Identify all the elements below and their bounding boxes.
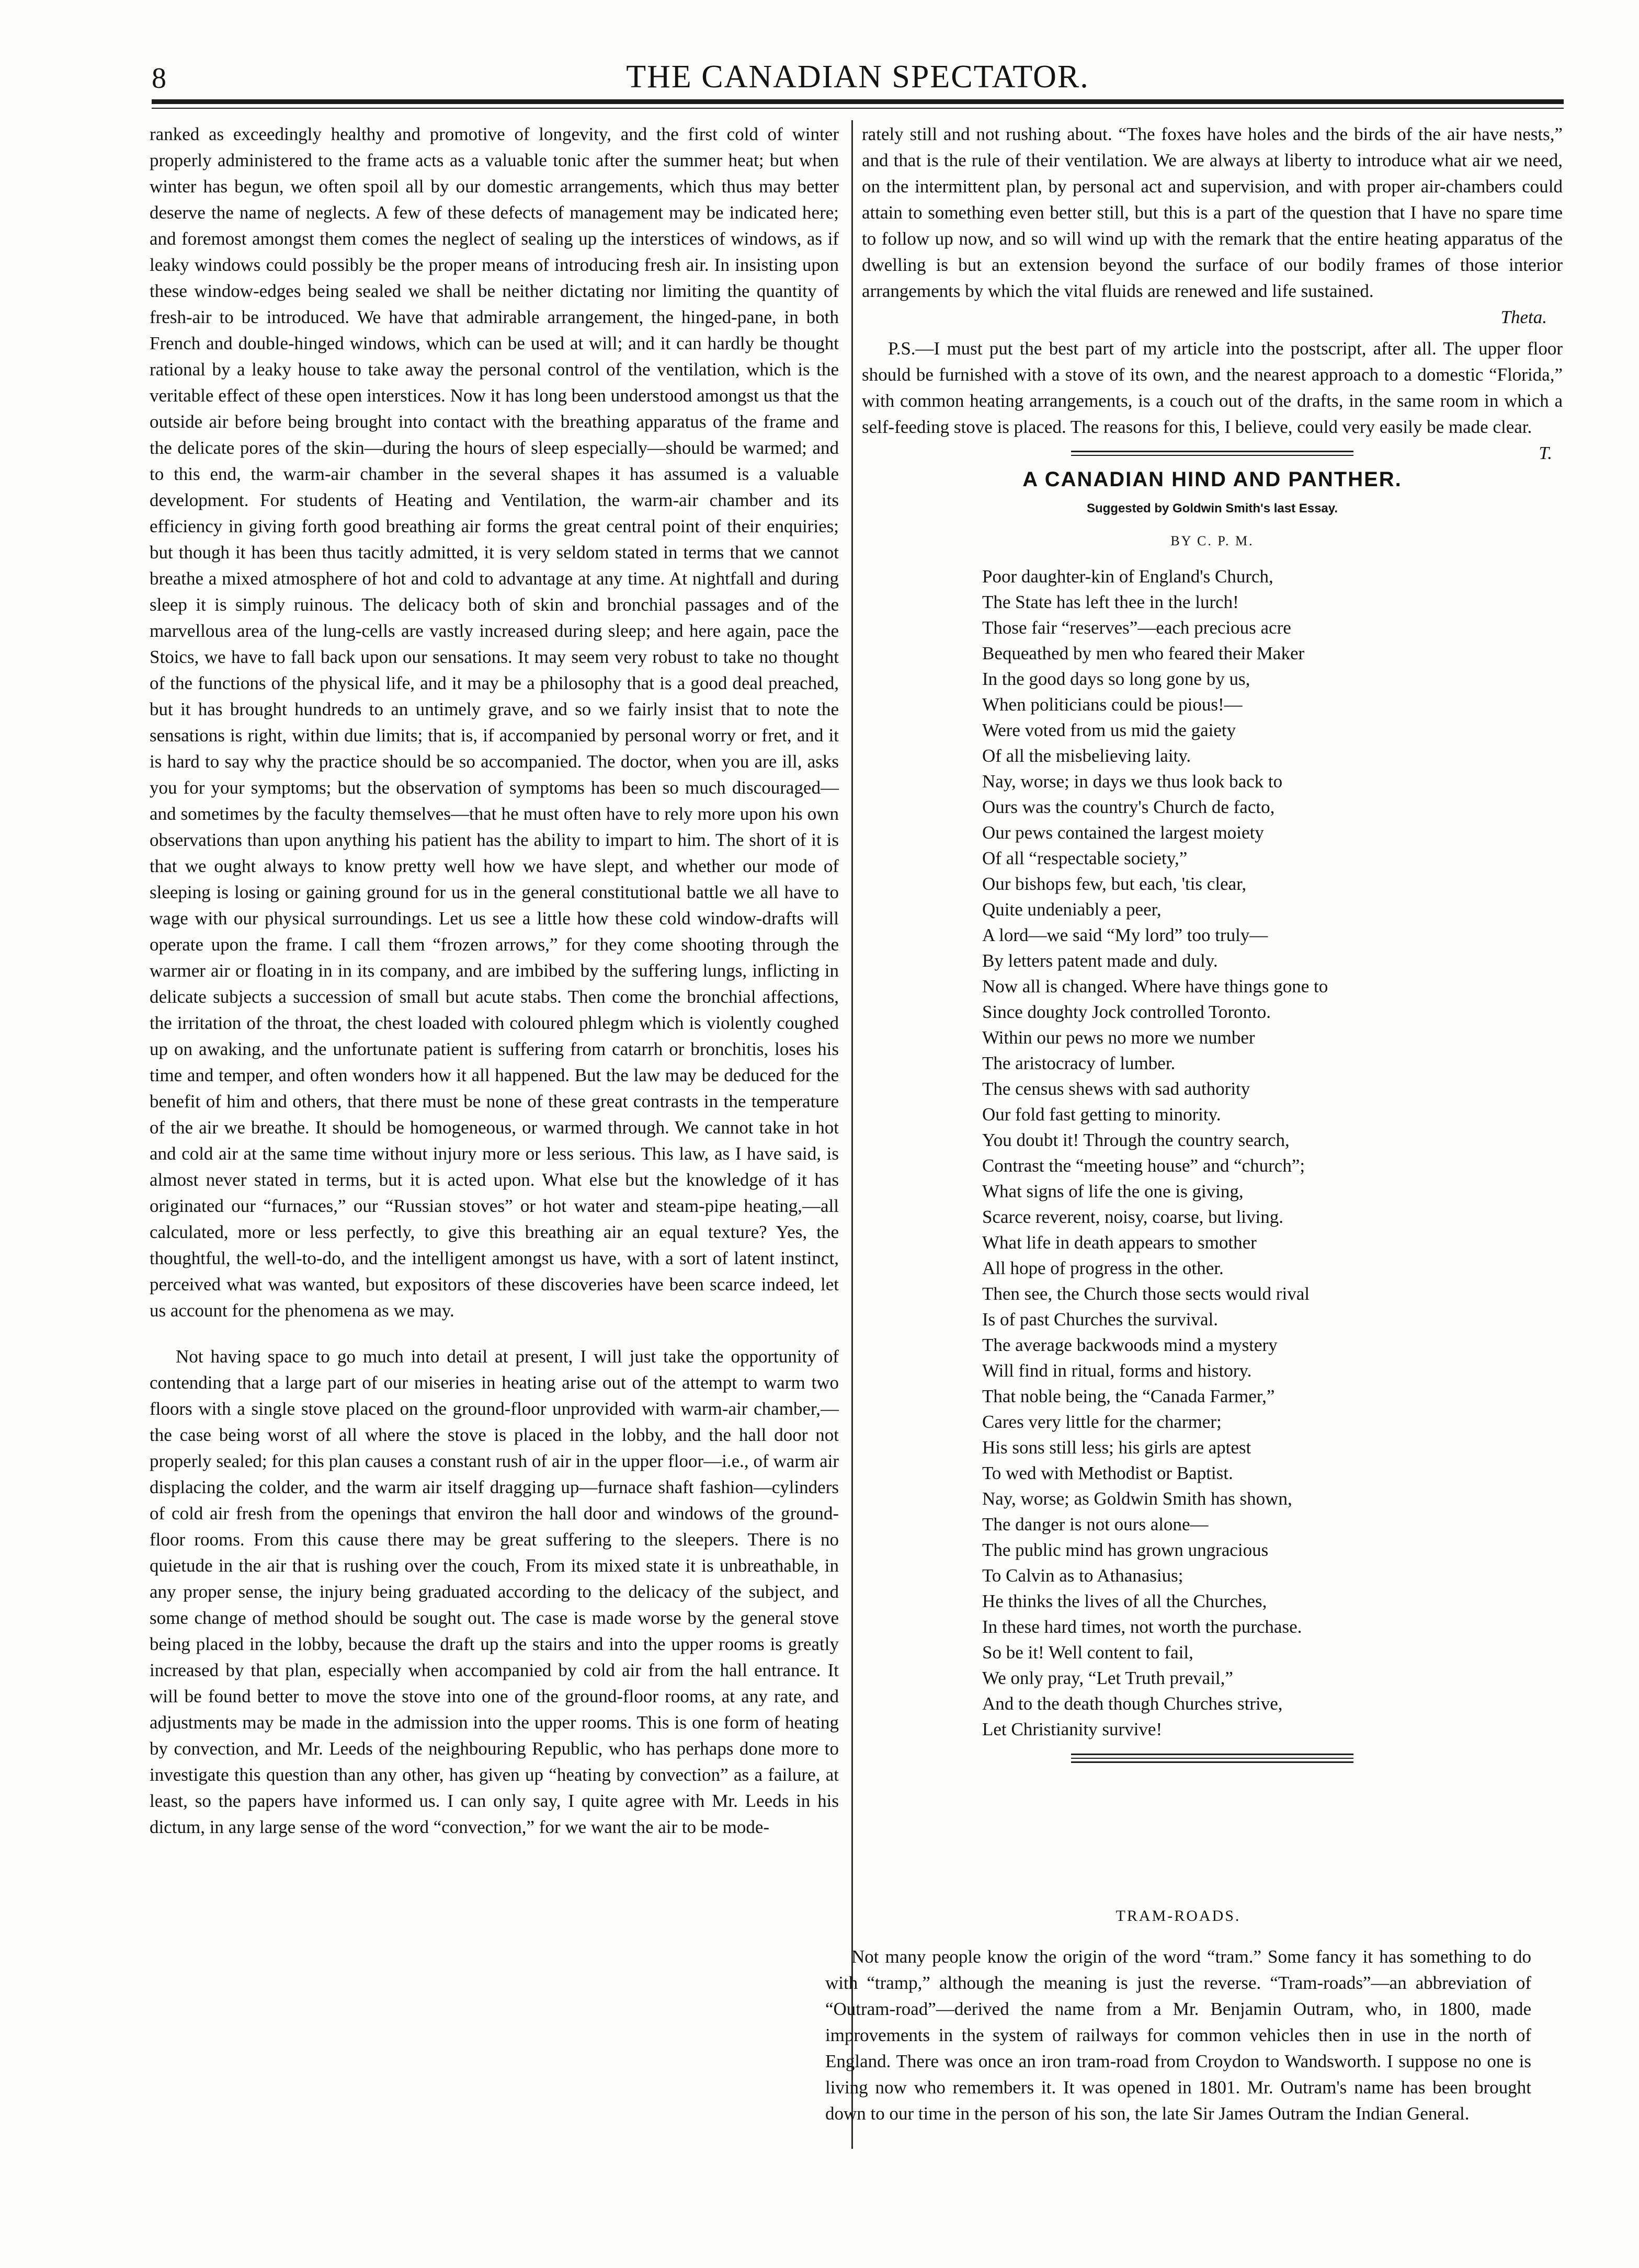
poem-line: Nay, worse; as Goldwin Smith has shown, bbox=[982, 1488, 1292, 1509]
poem-line: By letters patent made and duly. bbox=[982, 950, 1218, 971]
tram-roads-paragraph: Not many people know the origin of the word “tram.” Some fancy it has something to do with “tramp,” although the meaning is just the reverse. “Tram-roads”—an abbreviation of “Outram-road”—derived the name from a Mr. Benjamin Outram, who, in 1800, made improvements in the system of railways for common vehicles then in use in the north of England. There was once an iron tram-road from Croydon to Wandsworth. I suppose no one is living now who remembers it. It was opened in 1801. Mr. Outram's name has been brought down to our time in the person of his son, the late Sir James Outram the Indian General. bbox=[825, 1946, 1531, 2124]
poem-line: Since doughty Jock controlled Toronto. bbox=[982, 1002, 1271, 1022]
poem-line: The aristocracy of lumber. bbox=[982, 1053, 1176, 1073]
page-number: 8 bbox=[152, 62, 166, 95]
poem-line: A lord—we said “My lord” too truly— bbox=[982, 925, 1268, 945]
poem-line: That noble being, the “Canada Farmer,” bbox=[982, 1386, 1275, 1406]
rule-line bbox=[1071, 451, 1353, 452]
tram-roads-section bbox=[825, 1903, 1531, 2127]
poem-line: Contrast the “meeting house” and “church”; bbox=[982, 1155, 1305, 1176]
poem-line: To wed with Methodist or Baptist. bbox=[982, 1463, 1233, 1483]
poem-line: Cares very little for the charmer; bbox=[982, 1412, 1222, 1432]
poem-line: You doubt it! Through the country search, bbox=[982, 1130, 1290, 1150]
poem-line: In these hard times, not worth the purchase. bbox=[982, 1617, 1302, 1637]
poem-line: Of all “respectable society,” bbox=[982, 848, 1188, 868]
rule-line bbox=[1071, 1761, 1353, 1763]
page-header bbox=[152, 59, 1564, 99]
poem-line: Our bishops few, but each, 'tis clear, bbox=[982, 874, 1247, 894]
postscript-paragraph: P.S.—I must put the best part of my article into the postscript, after all. The upper floor should be furnished with a stove of its own, and the nearest approach to a domestic “Florida,” with common heating arrangements, is a couch out of the drafts, in the same room in which a self-feeding stove is placed. The reasons for this, I believe, could very easily be made clear. bbox=[862, 338, 1563, 437]
poem-line: Of all the misbelieving laity. bbox=[982, 746, 1191, 766]
poem-line: Those fair “reserves”—each precious acre bbox=[982, 617, 1291, 638]
rule-line bbox=[1071, 1758, 1353, 1759]
masthead: THE CANADIAN SPECTATOR. bbox=[626, 59, 1089, 95]
tram-roads-title: TRAM-ROADS. bbox=[1116, 1907, 1241, 1925]
poem-title: A CANADIAN HIND AND PANTHER. bbox=[1022, 468, 1402, 491]
poem-line: And to the death though Churches strive, bbox=[982, 1693, 1283, 1714]
section-rule bbox=[1071, 451, 1353, 456]
right-column bbox=[862, 121, 1563, 1773]
poem-line: He thinks the lives of all the Churches, bbox=[982, 1591, 1267, 1611]
poem-line: Ours was the country's Church de facto, bbox=[982, 797, 1275, 817]
poem-line: Nay, worse; in days we thus look back to bbox=[982, 771, 1283, 792]
poem-verse bbox=[982, 564, 1563, 1742]
left-column bbox=[150, 121, 839, 1840]
heating-article-continuation: rately still and not rushing about. “The foxes have holes and the birds of the air have nests,” and that is the rule of their ventilation. We are always at liberty to introduce what air we need, on the intermittent plan, by personal act and supervision, and with proper air-chambers could attain to something even better still, but this is a part of the question that I have no spare time to follow up now, and so will wind up with the remark that the entire heating apparatus of the dwelling is but an extension beyond the surface of our bodily frames of those interior arrangements by which the vital fluids are renewed and life sustained. bbox=[862, 124, 1563, 301]
poem-line: Our fold fast getting to minority. bbox=[982, 1104, 1221, 1125]
poem-line: Let Christianity survive! bbox=[982, 1719, 1163, 1739]
poem-line: So be it! Well content to fail, bbox=[982, 1642, 1193, 1663]
poem-line: What signs of life the one is giving, bbox=[982, 1181, 1244, 1201]
poem-line: His sons still less; his girls are aptest bbox=[982, 1437, 1251, 1458]
poem-line: Is of past Churches the survival. bbox=[982, 1309, 1219, 1330]
poem-byline: BY C. P. M. bbox=[1170, 533, 1254, 548]
poem-line: The census shews with sad authority bbox=[982, 1079, 1250, 1099]
poem-line: What life in death appears to smother bbox=[982, 1232, 1257, 1253]
poem-line: Bequeathed by men who feared their Maker bbox=[982, 643, 1305, 663]
poem-line: The public mind has grown ungracious bbox=[982, 1540, 1269, 1560]
header-rule-thick bbox=[152, 99, 1564, 104]
rule-line bbox=[1071, 455, 1353, 456]
poem-line: To Calvin as to Athanasius; bbox=[982, 1565, 1183, 1586]
poem-line: Were voted from us mid the gaiety bbox=[982, 720, 1236, 740]
poem-line: The average backwoods mind a mystery bbox=[982, 1335, 1278, 1355]
poem-line: Our pews contained the largest moiety bbox=[982, 822, 1264, 843]
heating-article-paragraph-1: ranked as exceedingly healthy and promotive of longevity, and the first cold of winter properly administered to the frame acts as a valuable tonic after the summer heat; but when winter has begun, we often spoil all by our domestic arrangements, which thus may better deserve the name of neglects. A few of these defects of management may be indicated here; and foremost amongst them comes the neglect of sealing up the interstices of windows, as if leaky windows could possibly be the proper means of introducing fresh air. In insisting upon these window-edges being sealed we shall be neither dictating nor limiting the quantity of fresh-air to be introduced. We have that admirable arrangement, the hinged-pane, in both French and double-hinged windows, which can be used at will; and it can hardly be thought rational by a leaky house to take away the personal control of the ventilation, which is the veritable effect of these open interstices. Now it has long been understood amongst us that the outside air before being brought into contact with the breathing apparatus of the frame and the delicate pores of the skin—during the hours of sleep especially—should be warmed; and to this end, the warm-air chamber in the several shapes it has assumed is a valuable development. For students of Heating and Ventilation, the warm-air chamber and its efficiency in giving forth good breathing air forms the great central point of their enquiries; but though it has been thus tacitly admitted, it is very seldom stated in terms that we cannot breathe a mixed atmosphere of hot and cold to advantage at any time. At nightfall and during sleep it is simply ruinous. The delicacy both of skin and bronchial passages and of the marvellous area of the lung-cells are vastly increased during sleep; and here again, pace the Stoics, we have to fall back upon our sensations. It may seem very robust to take no thought of the functions of the physical life, and it may be a philosophy that is a good deal preached, but it has brought hundreds to an untimely grave, and so we fairly insist that to note the sensations is right, within due limits; that is, if accompanied by personal worry or fret, and it is hard to say why the practice should be so accompanied. The doctor, when you are ill, asks you for your symptoms; but the observation of symptoms has been so much discouraged—and sometimes by the faculty themselves—that he must often have to rely more upon his own observations than upon anything his patient has the ability to impart to him. The short of it is that we ought always to know pretty well how we have slept, and whether our mode of sleeping is losing or gaining ground for us in the general constitutional battle we all have to wage with our physical surroundings. Let us see a little how these cold window-drafts will operate upon the frame. I call them “frozen arrows,” for they come shooting through the warmer air or floating in in its company, and are imbibed by the suffering lungs, inflicting in delicate subjects a succession of small but acute stabs. Then come the bronchial affections, the irritation of the throat, the chest loaded with coloured phlegm which is violently coughed up on awaking, and the unfortunate patient is suffering from catarrh or bronchitis, loses his time and temper, and often wonders how it all happened. But the law may be deduced for the benefit of him and others, that there must be none of these great contrasts in the temperature of the air we breathe. It should be homogeneous, or warmed through. We cannot take in hot and cold air at the same time without injury more or less serious. This law, as I have said, is almost never stated in terms, but it is acted upon. What else but the knowledge of it has originated our “furnaces,” our “Russian stoves” or hot water and steam-pipe heating,—all calculated, more or less perfectly, to give this breathing air an equal texture? Yes, the thoughtful, the well-to-do, and the intelligent amongst us have, with a sort of latent instinct, perceived what was wanted, but expositors of these discoveries have been scarce indeed, let us account for the phenomena as we may. bbox=[150, 124, 839, 1321]
paragraph-gap bbox=[150, 1324, 839, 1344]
section-rule bbox=[1071, 1754, 1353, 1763]
poem-line: We only pray, “Let Truth prevail,” bbox=[982, 1668, 1233, 1688]
poem-line: Scarce reverent, noisy, coarse, but living. bbox=[982, 1207, 1283, 1227]
poem-line: The danger is not ours alone— bbox=[982, 1514, 1209, 1534]
signature-theta: Theta. bbox=[1500, 307, 1547, 327]
header-rule-thin bbox=[152, 108, 1564, 109]
poem-line: All hope of progress in the other. bbox=[982, 1258, 1224, 1278]
signature-t: T. bbox=[1539, 443, 1552, 463]
poem-line: Quite undeniably a peer, bbox=[982, 899, 1162, 920]
poem-line: In the good days so long gone by us, bbox=[982, 669, 1250, 689]
column-divider bbox=[851, 120, 853, 2149]
rule-line bbox=[1071, 1754, 1353, 1755]
poem-line: When politicians could be pious!— bbox=[982, 694, 1243, 715]
poem-line: Now all is changed. Where have things gone to bbox=[982, 976, 1328, 996]
heating-article-paragraph-2: Not having space to go much into detail at present, I will just take the opportunity of contending that a large part of our miseries in heating arise out of the attempt to warm two floors with a single stove placed on the ground-floor unprovided with warm-air chamber,—the case being worst of all where the stove is placed in the lobby, and the hall door not properly sealed; for this plan causes a constant rush of air in the upper floor—i.e., of warm air displacing the colder, and the warm air itself dragging up—furnace shaft fashion—cylinders of cold air fresh from the openings that environ the hall door and windows of the ground-floor rooms. From this cause there may be great suffering to the sleepers. There is no quietude in the air that is rushing over the couch, From its mixed state it is unbreathable, in any proper sense, the injury being graduated according to the delicacy of the subject, and some change of method should be sought out. The case is made worse by the general stove being placed in the lobby, because the draft up the stairs and into the upper rooms is greatly increased by that plan, especially when accompanied by cold air from the hall entrance. It will be found better to move the stove into one of the ground-floor rooms, at any rate, and adjustments may be made in the admission into the upper rooms. This is one form of heating by convection, and Mr. Leeds of the neighbouring Republic, who has perhaps done more to investigate this question than any other, has given up “heating by convection” as a failure, at least, so the papers have informed us. I can only say, I quite agree with Mr. Leeds in his dictum, in any large sense of the word “convection,” for we want the air to be mode- bbox=[150, 1346, 839, 1837]
poem-line: Then see, the Church those sects would rival bbox=[982, 1284, 1310, 1304]
poem-subtitle: Suggested by Goldwin Smith's last Essay. bbox=[1086, 501, 1338, 516]
poem-line: Poor daughter-kin of England's Church, bbox=[982, 566, 1273, 587]
poem-line: Within our pews no more we number bbox=[982, 1027, 1255, 1048]
poem-line: Will find in ritual, forms and history. bbox=[982, 1360, 1252, 1381]
poem-line: The State has left thee in the lurch! bbox=[982, 592, 1239, 612]
